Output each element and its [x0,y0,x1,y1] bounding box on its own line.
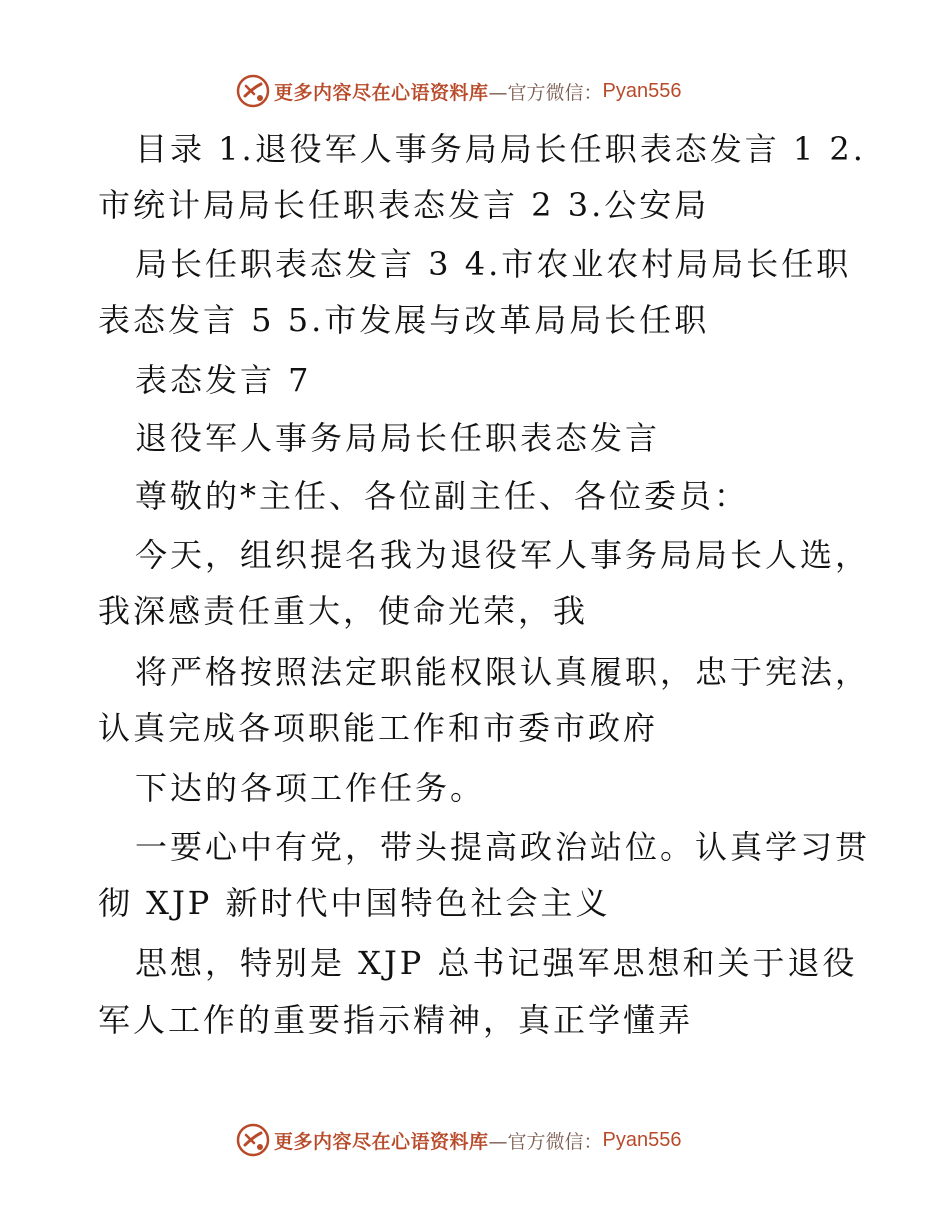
text-line: 下达的各项工作任务。 [135,769,486,807]
text-line: 一要心中有党，带头提高政治站位。认真学习贯 [135,828,871,866]
text-line: 将严格按照法定职能权限认真履职，忠于宪法， [135,653,871,691]
watermark-main-text: 更多内容尽在心语资料库 [274,1130,489,1153]
watermark-wechat-label: —官方微信： [488,1130,603,1153]
text-line: 认真完成各项职能工作和市委市政府 [98,709,659,747]
watermark-main-text: 更多内容尽在心语资料库 [274,81,489,104]
text-line: 局长任职表态发言 3 4.市农业农村局局长任职 [135,245,852,283]
book-pen-logo-icon [236,1123,270,1157]
text-line: 彻 XJP 新时代中国特色社会主义 [98,884,611,922]
text-line: 目录 1.退役军人事务局局长任职表态发言 1 2. [135,130,866,168]
text-line: 军人工作的重要指示精神，真正学懂弄 [98,1001,694,1039]
footer-watermark-banner [236,1122,682,1158]
text-line: 今天，组织提名我为退役军人事务局局长人选， [135,536,871,574]
watermark-wechat-label: —官方微信： [488,81,603,104]
header-watermark-banner [236,73,682,109]
salutation-line: 尊敬的*主任、各位副主任、各位委员： [135,477,750,515]
text-line: 表态发言 5 5.市发展与改革局局长任职 [98,301,710,339]
document-section-title: 退役军人事务局局长任职表态发言 [135,419,661,457]
book-pen-logo-icon [236,74,270,108]
watermark-wechat-id: Pyan556 [602,1128,682,1151]
text-line: 表态发言 7 [135,361,312,399]
text-line: 市统计局局长任职表态发言 2 3.公安局 [98,186,710,224]
text-line: 思想，特别是 XJP 总书记强军思想和关于退役 [135,944,858,982]
watermark-wechat-id: Pyan556 [602,79,682,102]
text-line: 我深感责任重大，使命光荣，我 [98,592,589,630]
